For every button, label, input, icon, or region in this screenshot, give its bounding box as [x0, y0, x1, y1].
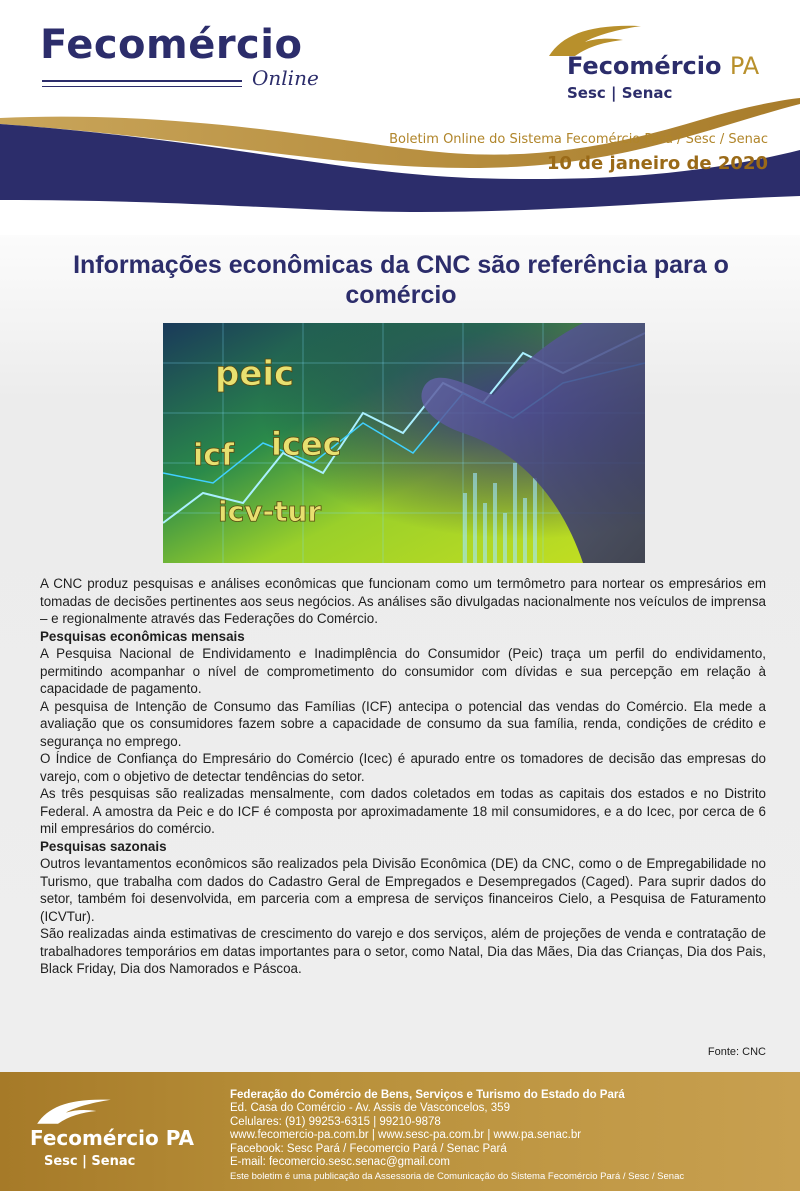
paragraph: A pesquisa de Intenção de Consumo das Famílias (ICF) antecipa o potencial das vendas do Comércio. Ela mede a avaliação que os consumidores fazem sobre a capacidade de consumo da sua família, renda, condições de crédito e segurança no emprego.	[40, 698, 766, 749]
paragraph: São realizadas ainda estimativas de crescimento do varejo e dos serviços, além de projeções de venda e contratação de trabalhadores temporários em datas importantes para o setor, como Natal, Dia das Mães, Dia das Crianças, Dia dos Pais, Black Friday, Dia dos Namorados e Páscoa.	[40, 926, 766, 976]
image-word-peic: peic	[215, 354, 295, 394]
brand-title: Fecomércio	[40, 22, 303, 68]
logo-subtitle: Sesc | Senac	[567, 84, 673, 102]
footer-contact	[230, 1088, 790, 1183]
brand-subtitle: Online	[252, 66, 319, 90]
section-heading: Pesquisas sazonais	[40, 838, 167, 854]
image-word-icv-tur: icv-tur	[218, 495, 322, 528]
header	[0, 0, 800, 235]
paragraph: A CNC produz pesquisas e análises econômicas que funcionam como um termômetro para nortear os empresários em tomadas de decisões pertinentes aos seus negócios. As análises são divulgadas nacionalmente nos veículos de imprensa – e regionalmente através das Federações do Comércio.	[40, 576, 766, 626]
bulletin-label: Boletim Online do Sistema Fecomércio Pará / Sesc / Senac	[389, 132, 768, 147]
article-headline: Informações econômicas da CNC são referência para o comércio	[73, 251, 729, 309]
footer-email[interactable]: E-mail: fecomercio.sesc.senac@gmail.com	[230, 1156, 451, 1169]
article-body	[40, 575, 766, 978]
article-source: Fonte: CNC	[707, 1046, 766, 1058]
footer-note: Este boletim é uma publicação da Assessoria de Comunicação do Sistema Fecomércio Pará / Sesc / Senac	[230, 1170, 685, 1182]
section-heading: Pesquisas econômicas mensais	[40, 628, 245, 644]
image-word-icf: icf	[193, 438, 235, 473]
article-image	[163, 323, 645, 563]
paragraph: Outros levantamentos econômicos são realizados pela Divisão Econômica (DE) da CNC, como o de Empregabilidade no Turismo, que trabalha com dados do Cadastro Geral de Empregados e Desempregados (Caged). Para suprir dados do setor, também foi desenvolvida, em parceria com a empresa de serviços financeiros Cielo, a Pesquisa de Faturamento (ICVTur).	[40, 856, 766, 924]
footer-websites[interactable]: www.fecomercio-pa.com.br | www.sesc-pa.com.br | www.pa.senac.br	[230, 1129, 582, 1142]
paragraph: A Pesquisa Nacional de Endividamento e Inadimplência do Consumidor (Peic) traça um perfil do endividamento, permitindo acompanhar o nível de comprometimento do consumidor com dívidas e sua percepção em relação à capacidade de pagamento.	[40, 646, 766, 696]
paragraph: As três pesquisas são realizadas mensalmente, com dados coletados em todas as capitais dos estados e no Distrito Federal. A amostra da Peic e do ICF é composta por aproximadamente 18 mil consumidores, e a do Icec, por cerca de 6 mil empresários do comércio.	[40, 786, 766, 836]
footer-logo-name: Fecomércio PA	[30, 1126, 194, 1150]
footer-address: Ed. Casa do Comércio - Av. Assis de Vasconcelos, 359	[230, 1102, 510, 1114]
brand-underline-thin	[42, 86, 242, 87]
footer-title: Federação do Comércio de Bens, Serviços e Turismo do Estado do Pará	[230, 1089, 625, 1101]
wing-icon	[34, 1094, 114, 1128]
brand-underline	[42, 80, 242, 82]
footer-logo	[30, 1100, 220, 1180]
footer	[0, 1072, 800, 1191]
issue-date: 10 de janeiro de 2020	[546, 153, 768, 174]
footer-facebook: Facebook: Sesc Pará / Fecomercio Pará / Senac Pará	[230, 1142, 507, 1155]
footer-phones: Celulares: (91) 99253-6315 | 99210-9878	[230, 1115, 441, 1128]
footer-logo-subtitle: Sesc | Senac	[44, 1154, 136, 1169]
image-word-icec: icec	[271, 425, 342, 463]
logo-name: Fecomércio PA	[567, 52, 760, 80]
paragraph: O Índice de Confiança do Empresário do Comércio (Icec) é apurado entre os tomadores de decisão das empresas do varejo, com o objetivo de detectar tendências do setor.	[40, 751, 766, 784]
fecomercio-pa-logo	[545, 20, 775, 110]
